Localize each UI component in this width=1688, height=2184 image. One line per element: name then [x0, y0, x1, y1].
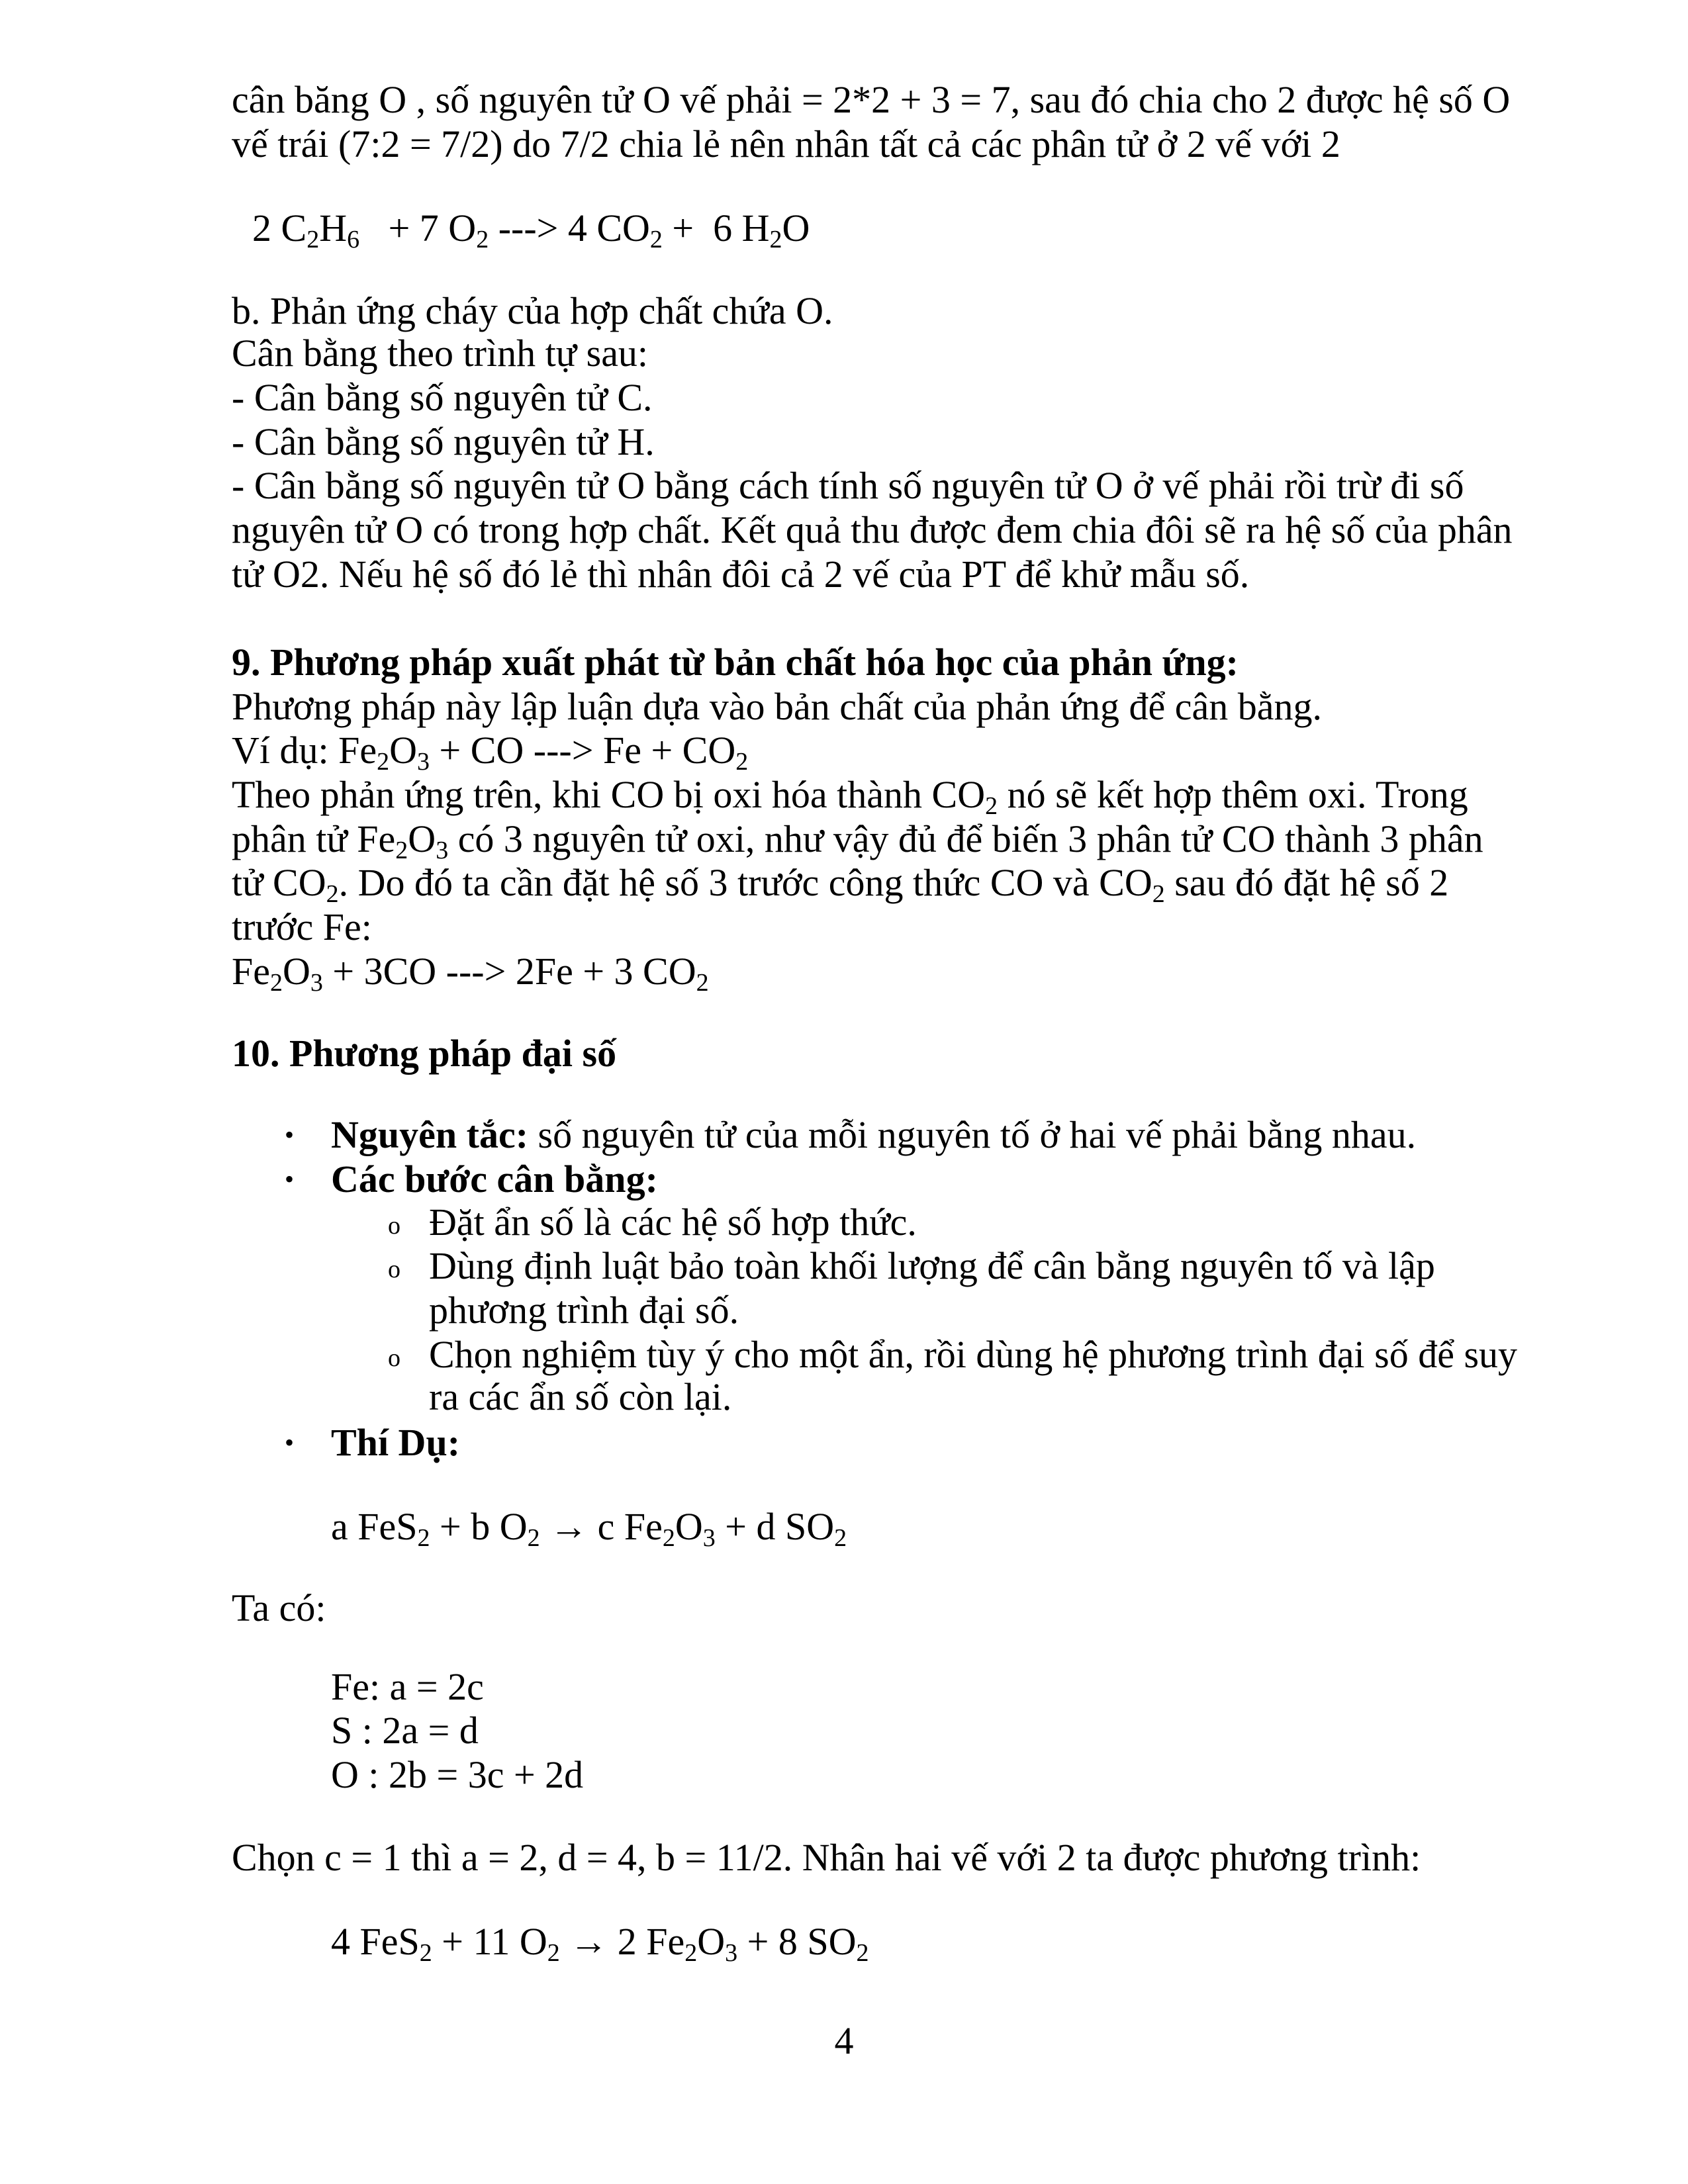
equation-general [331, 1504, 847, 1552]
circle-bullet-icon: o [388, 1344, 400, 1372]
step-line: nguyên tử O có trong hợp chất. Kết quả thu được đem chia đôi sẽ ra hệ số của phân [232, 508, 1513, 551]
formula-text: O [675, 1505, 703, 1548]
bullet-item-principle [285, 1113, 1417, 1157]
equation-fe2o3 [232, 949, 709, 997]
system-equation: S : 2a = d [331, 1709, 479, 1752]
section-b-title: b. Phản ứng cháy của hợp chất chứa O. [232, 289, 833, 332]
formula-text: O [389, 729, 418, 772]
formula-text: + b O [430, 1505, 528, 1548]
example-line [232, 728, 749, 776]
subscript: 2 [769, 226, 782, 253]
formula-text: O [408, 817, 436, 860]
sub-item-continued: phương trình đại số. [429, 1289, 739, 1332]
subscript: 2 [527, 1524, 540, 1552]
subscript: 3 [702, 1524, 716, 1552]
subscript: 2 [735, 748, 749, 776]
sub-item-continued: ra các ẩn số còn lại. [429, 1375, 732, 1418]
step-line: - Cân bằng số nguyên tử H. [232, 420, 655, 463]
formula-text: + 6 H [662, 206, 770, 250]
formula-text: + d SO [715, 1505, 835, 1548]
formula-text: sau đó đặt hệ số 2 [1164, 861, 1449, 904]
system-equation: Fe: a = 2c [331, 1665, 484, 1708]
formula-text: ---> 4 CO [489, 206, 650, 250]
paragraph-line: vế trái (7:2 = 7/2) do 7/2 chia lẻ nên nhân tất cả các phân tử ở 2 vế với 2 [232, 122, 1340, 165]
formula-text: + 11 O [432, 1920, 547, 1963]
sub-item [388, 1200, 917, 1244]
paragraph-line: Cân bằng theo trình tự sau: [232, 332, 649, 375]
formula-text: nó sẽ kết hợp thêm oxi. Trong [998, 773, 1468, 816]
paragraph-line [232, 817, 1483, 864]
bullet-icon: • [285, 1428, 295, 1457]
formula-text: a FeS [331, 1505, 418, 1548]
formula-text: → c Fe [539, 1505, 663, 1548]
formula-text: H [319, 206, 348, 250]
equation-c2h6 [252, 206, 810, 253]
paragraph-line: Chọn c = 1 thì a = 2, d = 4, b = 11/2. Nhân hai vế với 2 ta được phương trình: [232, 1836, 1421, 1879]
equation-final [331, 1919, 869, 1967]
subscript: 2 [662, 1524, 675, 1552]
circle-bullet-icon: o [388, 1212, 400, 1240]
paragraph-line: Phương pháp này lập luận dựa vào bản chất của phản ứng để cân bằng. [232, 685, 1322, 728]
heading-9: 9. Phương pháp xuất phát từ bản chất hóa học của phản ứng: [232, 641, 1239, 684]
formula-text: + CO ---> Fe + CO [430, 729, 736, 772]
subscript: 2 [856, 1939, 869, 1967]
subscript: 2 [649, 226, 663, 253]
subscript: 2 [834, 1524, 847, 1552]
subscript: 2 [1152, 880, 1165, 908]
formula-text: O [782, 206, 810, 250]
bullet-label: Các bước cân bằng: [331, 1158, 658, 1201]
formula-text: . Do đó ta cần đặt hệ số 3 trước công thức CO và CO [338, 861, 1152, 904]
step-line: - Cân bằng số nguyên tử O bằng cách tính số nguyên tử O ở vế phải rồi trừ đi số [232, 464, 1464, 507]
subscript: 2 [476, 226, 489, 253]
bullet-icon: • [285, 1164, 295, 1194]
bullet-label: Nguyên tắc: [331, 1113, 529, 1156]
subscript: 2 [306, 226, 320, 253]
formula-text: → 2 Fe [559, 1920, 685, 1963]
step-line: tử O2. Nếu hệ số đó lẻ thì nhân đôi cả 2 vế của PT để khử mẫu số. [232, 553, 1250, 596]
bullet-item-example [285, 1420, 461, 1465]
formula-text: + 7 O [359, 206, 477, 250]
bullet-item-steps [285, 1157, 658, 1201]
bullet-icon: • [285, 1120, 295, 1150]
formula-text: Theo phản ứng trên, khi CO bị oxi hóa thành CO [232, 773, 986, 816]
sub-item [388, 1332, 1518, 1377]
paragraph-line: cân băng O , số nguyên tử O vế phải = 2*2 + 3 = 7, sau đó chia cho 2 được hệ số O [232, 78, 1511, 121]
bullet-label: Thí Dụ: [331, 1421, 461, 1464]
subscript: 2 [419, 1939, 432, 1967]
formula-text: Ví dụ: Fe [232, 729, 377, 772]
formula-text: có 3 nguyên tử oxi, như vậy đủ để biến 3 phân tử CO thành 3 phân [448, 817, 1483, 860]
sub-item [388, 1244, 1435, 1288]
page-number: 4 [834, 2019, 854, 2062]
sub-item-text: Đặt ẩn số là các hệ số hợp thức. [429, 1201, 917, 1244]
subscript: 2 [395, 837, 408, 864]
subscript: 3 [310, 969, 323, 997]
subscript: 2 [417, 1524, 430, 1552]
subscript: 2 [547, 1939, 560, 1967]
formula-text: 4 FeS [331, 1920, 420, 1963]
paragraph-line [232, 772, 1468, 820]
formula-text: + 3CO ---> 2Fe + 3 CO [322, 950, 696, 993]
subscript: 2 [377, 748, 390, 776]
paragraph-line [232, 860, 1449, 908]
circle-bullet-icon: o [388, 1255, 400, 1283]
subscript: 2 [985, 792, 998, 820]
formula-text: Fe [232, 950, 270, 993]
subscript: 3 [725, 1939, 738, 1967]
bullet-text: số nguyên tử của mỗi nguyên tố ở hai vế phải bằng nhau. [528, 1113, 1417, 1156]
subscript: 2 [270, 969, 283, 997]
subscript: 3 [436, 837, 449, 864]
paragraph-line: Ta có: [232, 1586, 326, 1629]
formula-text: tử CO [232, 861, 326, 904]
formula-text: phân tử Fe [232, 817, 396, 860]
sub-item-text: Chọn nghiệm tùy ý cho một ẩn, rồi dùng hệ phương trình đại số để suy [429, 1333, 1518, 1376]
formula-text: + 8 SO [737, 1920, 857, 1963]
formula-text: 2 C [252, 206, 307, 250]
formula-text: O [697, 1920, 726, 1963]
formula-text: O [283, 950, 310, 993]
subscript: 3 [417, 748, 430, 776]
system-equation: O : 2b = 3c + 2d [331, 1753, 584, 1796]
subscript: 6 [347, 226, 360, 253]
step-line: - Cân bằng số nguyên tử C. [232, 376, 653, 419]
sub-item-text: Dùng định luật bảo toàn khối lượng để cân bằng nguyên tố và lập [429, 1244, 1435, 1287]
subscript: 2 [326, 880, 339, 908]
subscript: 2 [696, 969, 709, 997]
paragraph-line: trước Fe: [232, 905, 372, 948]
heading-10: 10. Phương pháp đại số [232, 1032, 617, 1075]
subscript: 2 [684, 1939, 698, 1967]
